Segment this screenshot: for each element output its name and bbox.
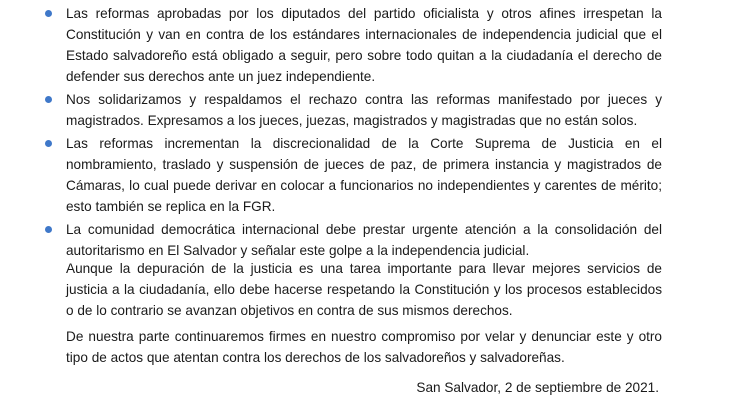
bullet-dot-icon <box>45 96 52 103</box>
body-paragraph: Aunque la depuración de la justicia es una tarea importante para llevar mejores servicios de justicia a la ciudadanía, ello debe hacerse respetando la Constitución y los procesos establecidos o de lo contrario se avanzan objetivos en contra de sus mismos derechos. <box>66 261 662 318</box>
bullet-text: Las reformas incrementan la discrecionalidad de la Corte Suprema de Justicia en el nombramiento, traslado y suspensión de jueces de paz, de primera instancia y magistrados de Cámaras, lo cual puede derivar en colocar a funcionarios no independientes y carentes de mérito; esto también se replica en la FGR. <box>66 136 662 214</box>
bullet-item <box>66 89 662 131</box>
bullet-dot-icon <box>45 140 52 147</box>
bullet-text: La comunidad democrática internacional debe prestar urgente atención a la consolidación del autoritarismo en El Salvador y señalar este golpe a la independencia judicial. <box>66 222 662 258</box>
signoff-date-line: San Salvador, 2 de septiembre de 2021. <box>416 380 659 395</box>
bullet-text: Las reformas aprobadas por los diputados del partido oficialista y otros afines irrespetan la Constitución y van en contra de los estándares internacionales de independencia judicial que el Estado salvadoreño está obligado a seguir, pero sobre todo quitan a la ciudadanía el derecho de defender sus derechos ante un juez independiente. <box>66 6 662 84</box>
bullet-dot-icon <box>45 10 52 17</box>
bullet-item <box>66 3 662 87</box>
bullet-list <box>66 3 662 263</box>
bullet-item <box>66 219 662 261</box>
bullet-dot-icon <box>45 226 52 233</box>
body-paragraph: De nuestra parte continuaremos firmes en nuestro compromiso por velar y denunciar este y otro tipo de actos que atentan contra los derechos de los salvadoreños y salvadoreñas. <box>66 329 662 365</box>
bullet-text: Nos solidarizamos y respaldamos el rechazo contra las reformas manifestado por jueces y magistrados. Expresamos a los jueces, juezas, magistrados y magistradas que no están solos. <box>66 92 662 128</box>
bullet-item <box>66 133 662 217</box>
